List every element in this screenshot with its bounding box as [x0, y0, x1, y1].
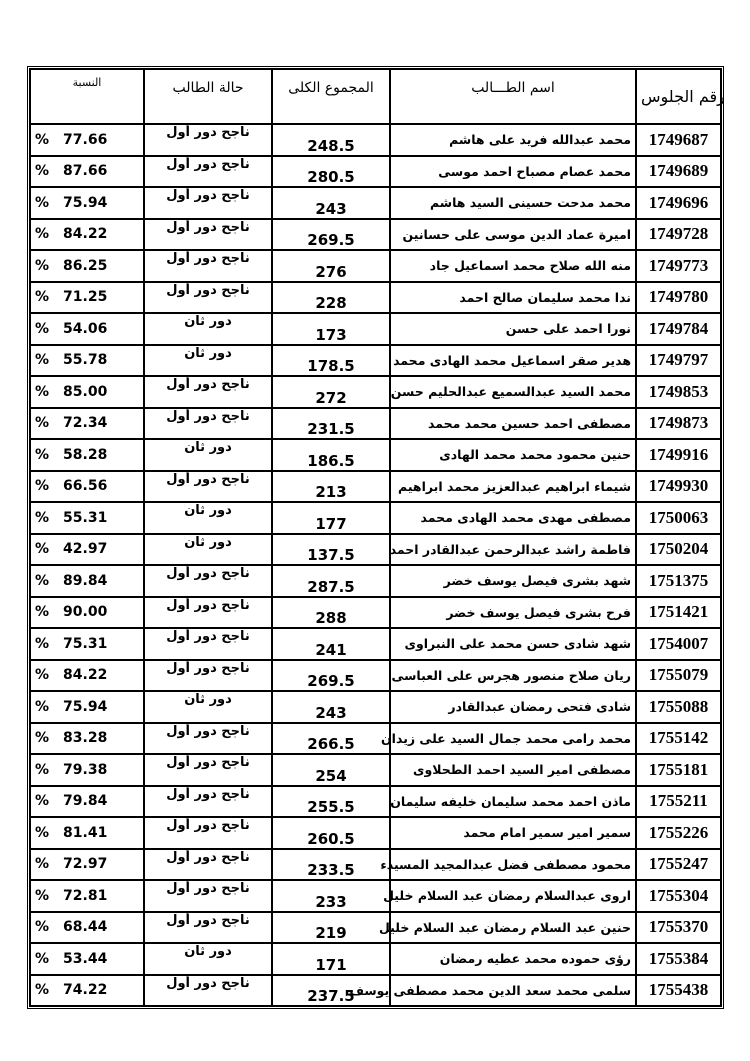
percent-sign: %	[35, 257, 50, 274]
total-cell: 241	[272, 628, 390, 660]
student-name-cell: مصطفى مهدى محمد الهادى محمد	[390, 502, 636, 534]
percent-sign: %	[35, 667, 50, 684]
percentage-cell	[30, 975, 144, 1007]
percentage-cell	[30, 534, 144, 566]
percent-sign: %	[35, 541, 50, 558]
status-cell: ناجح دور أول	[144, 786, 272, 818]
percent-sign: %	[35, 793, 50, 810]
percentage-cell	[30, 502, 144, 534]
status-cell: دور ثان	[144, 439, 272, 471]
percentage-cell	[30, 187, 144, 219]
status-cell: ناجح دور أول	[144, 660, 272, 692]
percentage-value: 72.81	[63, 887, 108, 904]
status-cell: ناجح دور أول	[144, 187, 272, 219]
percent-sign: %	[35, 163, 50, 180]
table-row	[30, 880, 721, 912]
percentage-value: 84.22	[63, 226, 108, 243]
total-cell: 276	[272, 250, 390, 282]
student-name-cell: محمد السيد عبدالسميع عبدالحليم حسن	[390, 376, 636, 408]
percentage-value: 55.78	[63, 352, 108, 369]
status-cell: دور ثان	[144, 943, 272, 975]
percentage-value: 68.44	[63, 919, 108, 936]
table-body	[30, 124, 721, 1006]
total-cell: 233	[272, 880, 390, 912]
seat-number-cell: 1755211	[636, 786, 721, 818]
percent-sign: %	[35, 950, 50, 967]
student-name-cell: منه الله صلاح محمد اسماعيل جاد	[390, 250, 636, 282]
total-cell: 243	[272, 187, 390, 219]
status-cell: ناجح دور أول	[144, 912, 272, 944]
table-row	[30, 345, 721, 377]
status-cell: ناجح دور أول	[144, 817, 272, 849]
table-row	[30, 754, 721, 786]
percentage-cell	[30, 565, 144, 597]
status-cell: ناجح دور أول	[144, 124, 272, 156]
percentage-value: 74.22	[63, 982, 108, 999]
table-row	[30, 817, 721, 849]
percentage-cell	[30, 345, 144, 377]
percent-sign: %	[35, 761, 50, 778]
percentage-value: 66.56	[63, 478, 108, 495]
status-cell: ناجح دور أول	[144, 975, 272, 1007]
total-cell: 243	[272, 691, 390, 723]
seat-number-cell: 1750063	[636, 502, 721, 534]
total-cell: 173	[272, 313, 390, 345]
status-cell: ناجح دور أول	[144, 565, 272, 597]
percent-sign: %	[35, 289, 50, 306]
percentage-value: 71.25	[63, 289, 108, 306]
percent-sign: %	[35, 856, 50, 873]
percentage-value: 72.34	[63, 415, 108, 432]
status-cell: ناجح دور أول	[144, 880, 272, 912]
percent-sign: %	[35, 635, 50, 652]
seat-number-cell: 1755142	[636, 723, 721, 755]
header-total: المجموع الكلى	[272, 69, 390, 124]
percentage-cell	[30, 471, 144, 503]
percentage-value: 72.97	[63, 856, 108, 873]
percentage-cell	[30, 849, 144, 881]
results-sheet	[27, 66, 725, 1009]
percentage-value: 79.38	[63, 761, 108, 778]
status-cell: دور ثان	[144, 313, 272, 345]
total-cell: 137.5	[272, 534, 390, 566]
percent-sign: %	[35, 131, 50, 148]
percentage-cell	[30, 628, 144, 660]
total-cell: 254	[272, 754, 390, 786]
total-cell: 280.5	[272, 156, 390, 188]
percent-sign: %	[35, 572, 50, 589]
percentage-value: 53.44	[63, 950, 108, 967]
table-row	[30, 723, 721, 755]
total-cell: 231.5	[272, 408, 390, 440]
percent-sign: %	[35, 604, 50, 621]
percentage-value: 81.41	[63, 824, 108, 841]
table-row	[30, 250, 721, 282]
percentage-cell	[30, 786, 144, 818]
student-name-cell: ماذن احمد محمد سليمان خليفه سليمان	[390, 786, 636, 818]
student-name-cell: اميرة عماد الدين موسى على حسانين	[390, 219, 636, 251]
percentage-cell	[30, 817, 144, 849]
status-cell: ناجح دور أول	[144, 282, 272, 314]
student-name-cell: شهد بشرى فيصل يوسف خضر	[390, 565, 636, 597]
percent-sign: %	[35, 982, 50, 999]
percent-sign: %	[35, 887, 50, 904]
percentage-value: 77.66	[63, 131, 108, 148]
total-cell: 272	[272, 376, 390, 408]
table-row	[30, 219, 721, 251]
seat-number-cell: 1749696	[636, 187, 721, 219]
total-cell: 287.5	[272, 565, 390, 597]
percentage-value: 90.00	[63, 604, 108, 621]
table-row	[30, 534, 721, 566]
status-cell: ناجح دور أول	[144, 156, 272, 188]
status-cell: دور ثان	[144, 534, 272, 566]
percentage-cell	[30, 313, 144, 345]
seat-number-cell: 1749687	[636, 124, 721, 156]
percent-sign: %	[35, 478, 50, 495]
table-row	[30, 786, 721, 818]
percentage-value: 85.00	[63, 383, 108, 400]
table-row	[30, 597, 721, 629]
percent-sign: %	[35, 698, 50, 715]
percentage-cell	[30, 439, 144, 471]
table-row	[30, 439, 721, 471]
seat-number-cell: 1755304	[636, 880, 721, 912]
percentage-value: 86.25	[63, 257, 108, 274]
percentage-cell	[30, 408, 144, 440]
percentage-value: 75.94	[63, 194, 108, 211]
percentage-cell	[30, 282, 144, 314]
percentage-value: 89.84	[63, 572, 108, 589]
seat-number-cell: 1751421	[636, 597, 721, 629]
seat-number-cell: 1749728	[636, 219, 721, 251]
status-cell: ناجح دور أول	[144, 628, 272, 660]
seat-number-cell: 1749853	[636, 376, 721, 408]
status-cell: دور ثان	[144, 691, 272, 723]
percentage-value: 84.22	[63, 667, 108, 684]
status-cell: ناجح دور أول	[144, 408, 272, 440]
total-cell: 255.5	[272, 786, 390, 818]
student-name-cell: رؤى حموده محمد عطيه رمضان	[390, 943, 636, 975]
status-cell: ناجح دور أول	[144, 723, 272, 755]
status-cell: ناجح دور أول	[144, 376, 272, 408]
student-name-cell: فرح بشرى فيصل يوسف خضر	[390, 597, 636, 629]
student-name-cell: محمد عصام مصباح احمد موسى	[390, 156, 636, 188]
table-row	[30, 628, 721, 660]
student-name-cell: محمود مصطفى فضل عبدالمجيد المسيدء	[390, 849, 636, 881]
total-cell: 269.5	[272, 660, 390, 692]
status-cell: ناجح دور أول	[144, 471, 272, 503]
percentage-cell	[30, 124, 144, 156]
table-header	[30, 69, 725, 124]
percent-sign: %	[35, 446, 50, 463]
percentage-value: 75.94	[63, 698, 108, 715]
percentage-value: 79.84	[63, 793, 108, 810]
seat-number-cell: 1755181	[636, 754, 721, 786]
seat-number-cell: 1749916	[636, 439, 721, 471]
total-cell: 237.5	[272, 975, 390, 1007]
seat-number-cell: 1755247	[636, 849, 721, 881]
percent-sign: %	[35, 320, 50, 337]
table-row	[30, 156, 721, 188]
percent-sign: %	[35, 415, 50, 432]
total-cell: 178.5	[272, 345, 390, 377]
table-row	[30, 975, 721, 1007]
percentage-cell	[30, 880, 144, 912]
header-status: حالة الطالب	[144, 69, 272, 124]
seat-number-cell: 1749773	[636, 250, 721, 282]
table-row	[30, 408, 721, 440]
percentage-cell	[30, 250, 144, 282]
student-name-cell: شادى فتحى رمضان عبدالقادر	[390, 691, 636, 723]
seat-number-cell: 1749689	[636, 156, 721, 188]
table-row	[30, 124, 721, 156]
table-row	[30, 471, 721, 503]
student-name-cell: حنين عبد السلام رمضان عبد السلام خليل	[390, 912, 636, 944]
table-row	[30, 691, 721, 723]
total-cell: 260.5	[272, 817, 390, 849]
percent-sign: %	[35, 194, 50, 211]
header-percentage: النسبة	[30, 69, 144, 124]
percentage-cell	[30, 597, 144, 629]
seat-number-cell: 1754007	[636, 628, 721, 660]
student-name-cell: سمير امير سمير امام محمد	[390, 817, 636, 849]
header-name: اسم الطـــالب	[390, 69, 636, 124]
percentage-value: 55.31	[63, 509, 108, 526]
seat-number-cell: 1755226	[636, 817, 721, 849]
table-row	[30, 565, 721, 597]
table-row	[30, 849, 721, 881]
seat-number-cell: 1749784	[636, 313, 721, 345]
percentage-value: 42.97	[63, 541, 108, 558]
percentage-cell	[30, 723, 144, 755]
percentage-value: 54.06	[63, 320, 108, 337]
seat-number-cell: 1755438	[636, 975, 721, 1007]
percentage-cell	[30, 376, 144, 408]
percentage-cell	[30, 943, 144, 975]
table-row	[30, 187, 721, 219]
total-cell: 233.5	[272, 849, 390, 881]
total-cell: 228	[272, 282, 390, 314]
student-name-cell: فاطمة راشد عبدالرحمن عبدالقادر احمد	[390, 534, 636, 566]
seat-number-cell: 1755384	[636, 943, 721, 975]
percent-sign: %	[35, 730, 50, 747]
student-name-cell: شهد شادى حسن محمد على النبراوى	[390, 628, 636, 660]
seat-number-cell: 1749780	[636, 282, 721, 314]
table-row	[30, 376, 721, 408]
percentage-value: 58.28	[63, 446, 108, 463]
student-name-cell: محمد رامى محمد جمال السيد على زيدان	[390, 723, 636, 755]
table-row	[30, 912, 721, 944]
status-cell: ناجح دور أول	[144, 849, 272, 881]
total-cell: 171	[272, 943, 390, 975]
percentage-cell	[30, 754, 144, 786]
percentage-value: 83.28	[63, 730, 108, 747]
seat-number-cell: 1749797	[636, 345, 721, 377]
seat-number-cell: 1749873	[636, 408, 721, 440]
student-name-cell: محمد مدحت حسينى السيد هاشم	[390, 187, 636, 219]
seat-number-cell: 1755370	[636, 912, 721, 944]
seat-number-cell: 1750204	[636, 534, 721, 566]
total-cell: 186.5	[272, 439, 390, 471]
total-cell: 213	[272, 471, 390, 503]
status-cell: دور ثان	[144, 345, 272, 377]
seat-number-cell: 1755079	[636, 660, 721, 692]
student-name-cell: شيماء ابراهيم عبدالعزيز محمد ابراهيم	[390, 471, 636, 503]
table-row	[30, 502, 721, 534]
student-name-cell: سلمى محمد سعد الدين محمد مصطفى يوسف	[390, 975, 636, 1007]
status-cell: ناجح دور أول	[144, 597, 272, 629]
percentage-cell	[30, 660, 144, 692]
percent-sign: %	[35, 824, 50, 841]
seat-number-cell: 1755088	[636, 691, 721, 723]
student-name-cell: محمد عبدالله فريد على هاشم	[390, 124, 636, 156]
student-name-cell: هدير صقر اسماعيل محمد الهادى محمد	[390, 345, 636, 377]
percent-sign: %	[35, 383, 50, 400]
student-name-cell: نورا احمد على حسن	[390, 313, 636, 345]
table-row	[30, 660, 721, 692]
percentage-value: 87.66	[63, 163, 108, 180]
percentage-cell	[30, 912, 144, 944]
percentage-cell	[30, 691, 144, 723]
percent-sign: %	[35, 919, 50, 936]
percentage-cell	[30, 156, 144, 188]
total-cell: 219	[272, 912, 390, 944]
student-name-cell: حنين محمود محمد محمد الهادى	[390, 439, 636, 471]
table-row	[30, 943, 721, 975]
results-table	[27, 66, 724, 1009]
student-name-cell: مصطفى احمد حسين محمد محمد	[390, 408, 636, 440]
student-name-cell: ندا محمد سليمان صالح احمد	[390, 282, 636, 314]
header-row	[30, 69, 721, 124]
percent-sign: %	[35, 352, 50, 369]
header-seat: رقم الجلوس	[636, 69, 721, 124]
percent-sign: %	[35, 226, 50, 243]
status-cell: ناجح دور أول	[144, 250, 272, 282]
total-cell: 269.5	[272, 219, 390, 251]
student-name-cell: اروى عبدالسلام رمضان عبد السلام خليل	[390, 880, 636, 912]
status-cell: ناجح دور أول	[144, 754, 272, 786]
total-cell: 248.5	[272, 124, 390, 156]
student-name-cell: مصطفى امير السيد احمد الطحلاوى	[390, 754, 636, 786]
total-cell: 266.5	[272, 723, 390, 755]
percent-sign: %	[35, 509, 50, 526]
table-row	[30, 282, 721, 314]
status-cell: دور ثان	[144, 502, 272, 534]
table-row	[30, 313, 721, 345]
seat-number-cell: 1751375	[636, 565, 721, 597]
seat-number-cell: 1749930	[636, 471, 721, 503]
student-name-cell: ريان صلاح منصور هجرس على العباسى	[390, 660, 636, 692]
percentage-value: 75.31	[63, 635, 108, 652]
total-cell: 288	[272, 597, 390, 629]
percentage-cell	[30, 219, 144, 251]
total-cell: 177	[272, 502, 390, 534]
status-cell: ناجح دور أول	[144, 219, 272, 251]
